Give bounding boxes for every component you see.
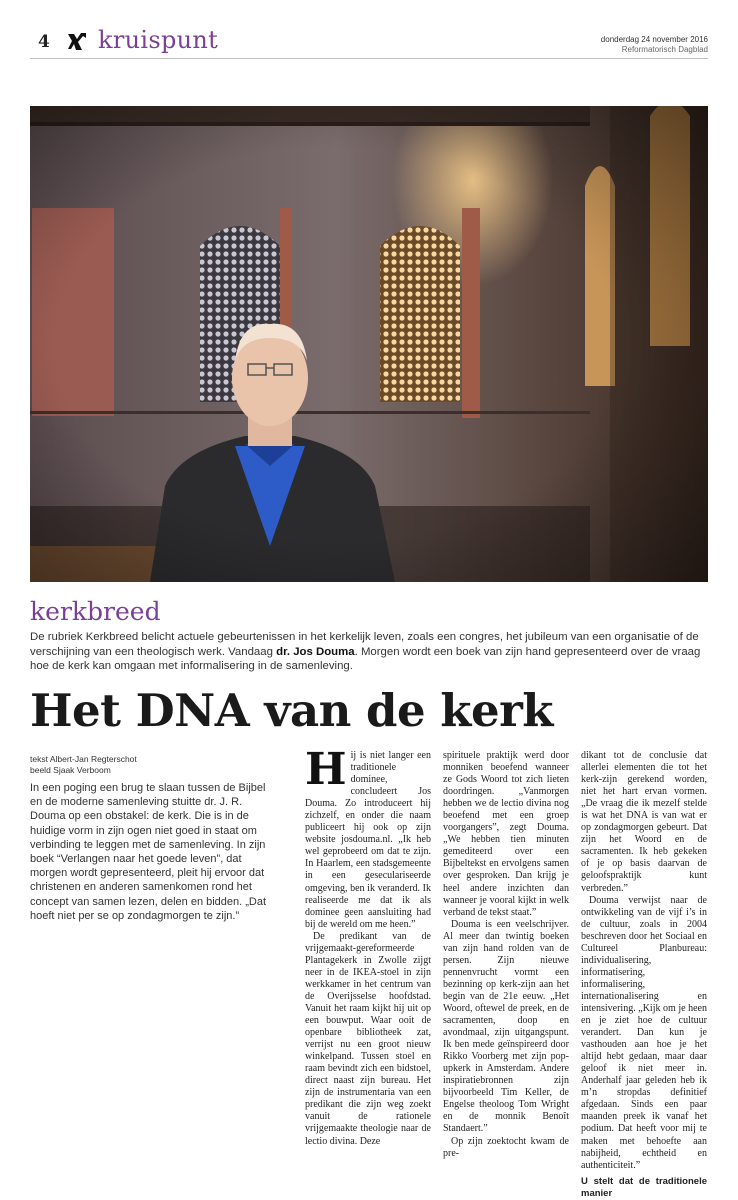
article-headline: Het DNA van de kerk xyxy=(30,684,553,737)
page-number: 4 xyxy=(38,32,50,52)
issue-date: donderdag 24 november 2016 xyxy=(600,35,708,44)
article-column-3 xyxy=(581,750,707,1200)
article-lead: In een poging een brug te slaan tussen de Bijbel en de moderne samenleving stuitte dr. J. R. Douma op een obstakel: de kerk. Die is in de huidige vorm in zijn ogen niet goed in staat om verbinding te leggen met de samenleving. In zijn boek “Verlangen naar het goede leven”, dat morgen wordt gepresenteerd, pleit hij ervoor dat christenen en anderen samenkomen rond het concept van samen lezen, delen en bidden. „Dat hoeft niet per se op zondagmorgen te zijn.” xyxy=(30,782,267,922)
portrait-photo xyxy=(30,106,708,582)
paragraph: ij is niet langer een traditionele dominee, concludeert Jos Douma. Zo introduceert hij zichzelf, en onder die naam publiceert hij ook op zijn website josdouma.nl. „Ik heb wel geprobeerd om dat te zijn. In Haarlem, een stadsgemeente in een geseculariseerde omgeving, ben ik veranderd. Ik realiseerde me dat ik als dominee geen aansluiting had bij de wereld om me heen.” xyxy=(305,750,431,930)
cross-arrow-logo-icon xyxy=(66,30,88,52)
author-credit: tekst Albert-Jan Regterschot xyxy=(30,754,137,764)
rubric-intro-text-end: . Morgen wordt een boek van zijn hand gepresenteerd over de vraag hoe de kerk kan omgaan met informalisering in de samenleving. xyxy=(30,645,701,672)
section-title: kruispunt xyxy=(98,26,219,54)
drop-cap: H xyxy=(305,744,347,795)
paragraph: Op zijn zoektocht kwam de pre- xyxy=(443,1135,569,1159)
paragraph: dikant tot de conclusie dat allerlei elementen die tot het kerk-zijn gerekend worden, niet het hart ervan vormen. „De vraag die ik mezelf stelde is wat het DNA is van wat er op zondagmorgen gebeurt. Dat zijn het Woord en de sacramenten. Ik heb gekeken of je op basis daarvan de geloofspraktijk kunt verbreden.” xyxy=(581,750,707,894)
paragraph: Douma is een veelschrijver. Al meer dan twintig boeken van zijn hand rolden van de persen. Zijn nieuwe pennenvrucht vormt een bezinning op kerk-zijn aan het begin van de 21e eeuw. „Het Woord, oftewel de preek, en de sacramenten, doop en avondmaal, zijn uitgangspunt. Ik ben mede geïnspireerd door Rikko Voorberg met zijn pop-upkerk in Amsterdam. Andere inspiratiebronnen zijn bijvoorbeeld Tim Keller, de Engelse theoloog Tom Wright en de monnik Benoît Standaert.” xyxy=(443,918,569,1135)
rubric-intro xyxy=(30,630,710,674)
article-subhead: U stelt dat de traditionele manier xyxy=(581,1175,707,1199)
header-divider xyxy=(30,58,708,59)
newspaper-name: Reformatorisch Dagblad xyxy=(621,45,708,54)
paragraph: spirituele praktijk werd door monniken beoefend wanneer ze Gods Woord tot zich lieten doordringen. „Vanmorgen hebben we de lectio divina nog beoefend met een groep voorgangers”, zegt Douma. „We hebben tien minuten gemediteerd over een Bijbeltekst en ervolgens samen over gesproken. Dan krijg je heel andere inzichten dan wanneer je vooral kijkt in welk verband de tekst staat.” xyxy=(443,750,569,918)
rubric-intro-text: De rubriek Kerkbreed belicht actuele gebeurtenissen in het kerkelijk leven, zoals een congres, het jubileum van een organisatie of de verschijning van een theologisch werk. Vandaag xyxy=(30,631,699,658)
featured-person: dr. Jos Douma xyxy=(276,645,355,658)
photo-credit: beeld Sjaak Verboom xyxy=(30,765,111,775)
article-column-1 xyxy=(305,744,431,1148)
paragraph: De predikant van de vrijgemaakt-gereformeerde Plantagekerk in Zwolle zijgt neer in de IKEA-stoel in zijn werkkamer in het centrum van de Overijsselse hoofdstad. Vanuit het raam kijkt hij uit op een bouwput. Waar ooit de openbare bibliotheek zat, verrijst nu een groot nieuw winkelpand. Tussen stoel en raam bevindt zich een bidstoel, direct naast zijn bureau. Het zijn de instrumentaria van een predikant die zijn weg zoekt vanuit de rationele vrijgemaakte theologie naar de lectio divina. Deze xyxy=(305,930,431,1147)
article-column-2 xyxy=(443,750,569,1160)
paragraph: Douma verwijst naar de ontwikkeling van de vijf i’s in de cultuur, zoals in 2004 beschreven door het Sociaal en Cultureel Planbureau: individualisering, informatisering, informalisering, internationalisering en intensivering. „Kijk om je heen en je ziet hoe de cultuur verandert. Dan kun je vasthouden aan hoe je het altijd hebt gedaan, maar daar geloof ik niet meer in. Anderhalf jaar geleden heb ik m’n stropdas definitief afgedaan. Sinds een paar maanden preek ik vanaf het podium. Dat heeft voor mij te maken met behoefte aan nabijheid, echtheid en authenticiteit.” xyxy=(581,894,707,1171)
rubric-title: kerkbreed xyxy=(30,597,161,626)
